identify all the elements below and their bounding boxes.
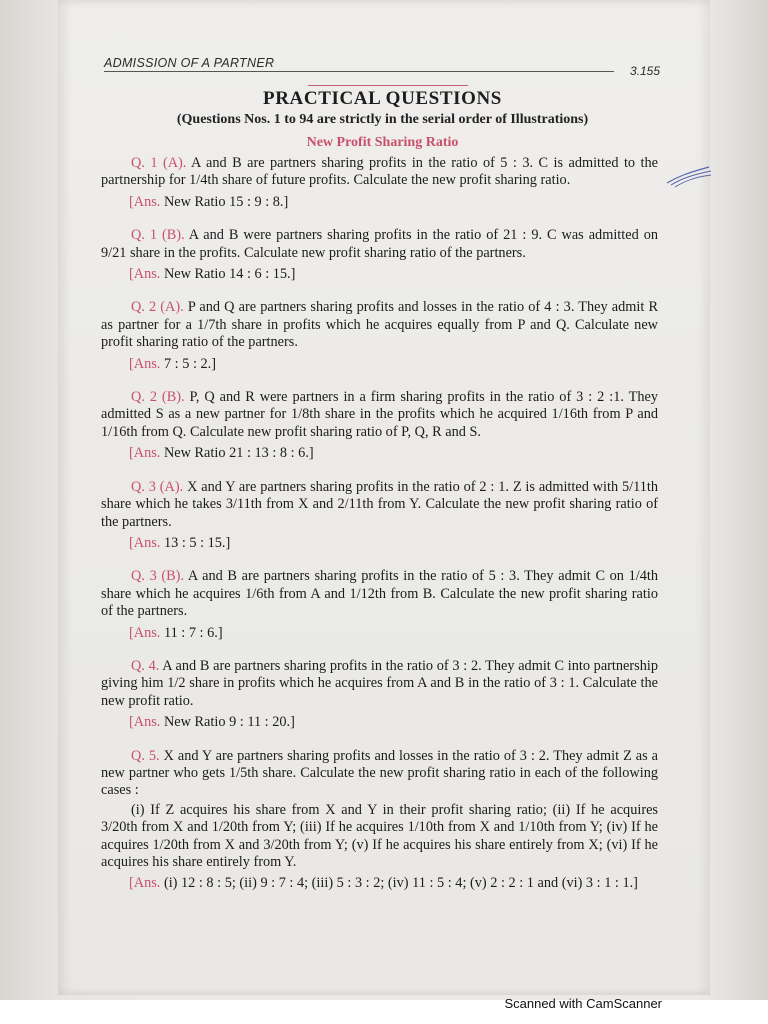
question-number: Q. 2 (B). — [131, 389, 185, 406]
question-text: P and Q are partners sharing profits and losses in the ratio of 4 : 3. They admit R as partner for a 1/7th share in profits which he acquires equally from P and Q. Calculate new profit sharing ratio of the partners. — [101, 299, 659, 351]
heading-rule — [308, 85, 468, 86]
question-item — [101, 479, 658, 553]
question-item — [101, 299, 658, 373]
camscanner-watermark: Scanned with CamScanner — [504, 996, 662, 1011]
answer-text: New Ratio 9 : 11 : 20.] — [160, 714, 295, 731]
answer-label: [Ans. — [129, 445, 161, 462]
answer-label: [Ans. — [129, 875, 161, 892]
question-number: Q. 3 (B). — [131, 568, 185, 585]
question-text: X and Y are partners sharing profits in the ratio of 2 : 1. Z is admitted with 5/11th share which he takes 3/11th from X and 2/11th from Y. Calculate the new profit sharing ratio of the partners. — [101, 478, 658, 530]
header-rule — [104, 71, 614, 72]
question-item — [101, 155, 658, 211]
question-number: Q. 4. — [131, 657, 160, 674]
answer-text: New Ratio 21 : 13 : 8 : 6.] — [160, 445, 314, 462]
question-item — [101, 568, 658, 642]
answer-text: New Ratio 14 : 6 : 15.] — [160, 266, 296, 283]
question-number: Q. 1 (B). — [131, 227, 185, 244]
question-text: X and Y are partners sharing profits and losses in the ratio of 3 : 2. They admit Z as a new partner who gets 1/5th share. Calculate the new profit sharing ratio in each of the following cases : — [101, 747, 658, 799]
questions-list — [101, 155, 658, 909]
running-header — [104, 56, 660, 78]
chapter-title: ADMISSION OF A PARTNER — [104, 56, 275, 70]
question-item — [101, 227, 658, 283]
page-subheading: (Questions Nos. 1 to 94 are strictly in the serial order of Illustrations) — [176, 112, 589, 127]
answer-label: [Ans. — [129, 624, 161, 641]
answer-text: New Ratio 15 : 9 : 8.] — [160, 193, 289, 210]
question-number: Q. 3 (A). — [131, 478, 184, 495]
pen-scribble-mark — [665, 163, 713, 189]
answer-label: [Ans. — [129, 355, 161, 372]
page-heading: PRACTICAL QUESTIONS — [263, 88, 502, 109]
section-title: New Profit Sharing Ratio — [306, 135, 459, 150]
question-text: A and B are partners sharing profits in the ratio of 5 : 3. They admit C on 1/4th share which he acquires 1/6th from A and 1/12th from B. Calculate the new profit sharing ratio of the partners. — [101, 568, 659, 620]
question-text: A and B were partners sharing profits in the ratio of 21 : 9. C was admitted on 9/21 share in the profits. Calculate new profit sharing ratio of the partners. — [101, 227, 659, 261]
answer-text: 7 : 5 : 2.] — [160, 355, 216, 372]
question-number: Q. 2 (A). — [131, 299, 184, 316]
answer-text: 11 : 7 : 6.] — [160, 624, 223, 641]
question-number: Q. 1 (A). — [131, 155, 187, 171]
answer-label: [Ans. — [129, 266, 161, 283]
question-subparts: (i) If Z acquires his share from X and Y in their profit sharing ratio; (ii) If he acquires 3/20th from X and 1/20th from Y; (iii) If he acquires 1/10th from X and 1/10th from Y; (iv) If he acquires 1/20th from X and 3/20th from Y; (v) If he acquires his share entirely from X; (vi) If he acquires his share entirely from Y. — [101, 801, 658, 870]
question-item — [101, 389, 658, 463]
answer-text: (i) 12 : 8 : 5; (ii) 9 : 7 : 4; (iii) 5 : 3 : 2; (iv) 11 : 5 : 4; (v) 2 : 2 : 1 and (vi) 3 : 1 : 1.] — [160, 875, 638, 892]
page-number: 3.155 — [629, 64, 660, 78]
question-text: A and B are partners sharing profits in the ratio of 3 : 2. They admit C into partnership giving him 1/2 share in profits which he acquires from A and B in the ratio of 3 : 1. Calculate the new profit ratio. — [101, 657, 658, 709]
question-item — [101, 748, 658, 893]
question-number: Q. 5. — [131, 747, 160, 764]
question-text: A and B are partners sharing profits in the ratio of 5 : 3. C is admitted to the partnership for 1/4th share of future profits. Calculate the new profit sharing ratio. — [101, 155, 658, 189]
answer-label: [Ans. — [129, 193, 161, 210]
answer-text: 13 : 5 : 15.] — [160, 534, 231, 551]
question-text: P, Q and R were partners in a firm sharing profits in the ratio of 3 : 2 :1. They admitted S as a new partner for 1/8th share in the profits which he acquired 1/16th from P and 1/16th from Q. Calculate new profit sharing ratio of P, Q, R and S. — [101, 389, 659, 440]
answer-label: [Ans. — [129, 534, 161, 551]
question-item — [101, 658, 658, 732]
answer-label: [Ans. — [129, 714, 161, 731]
